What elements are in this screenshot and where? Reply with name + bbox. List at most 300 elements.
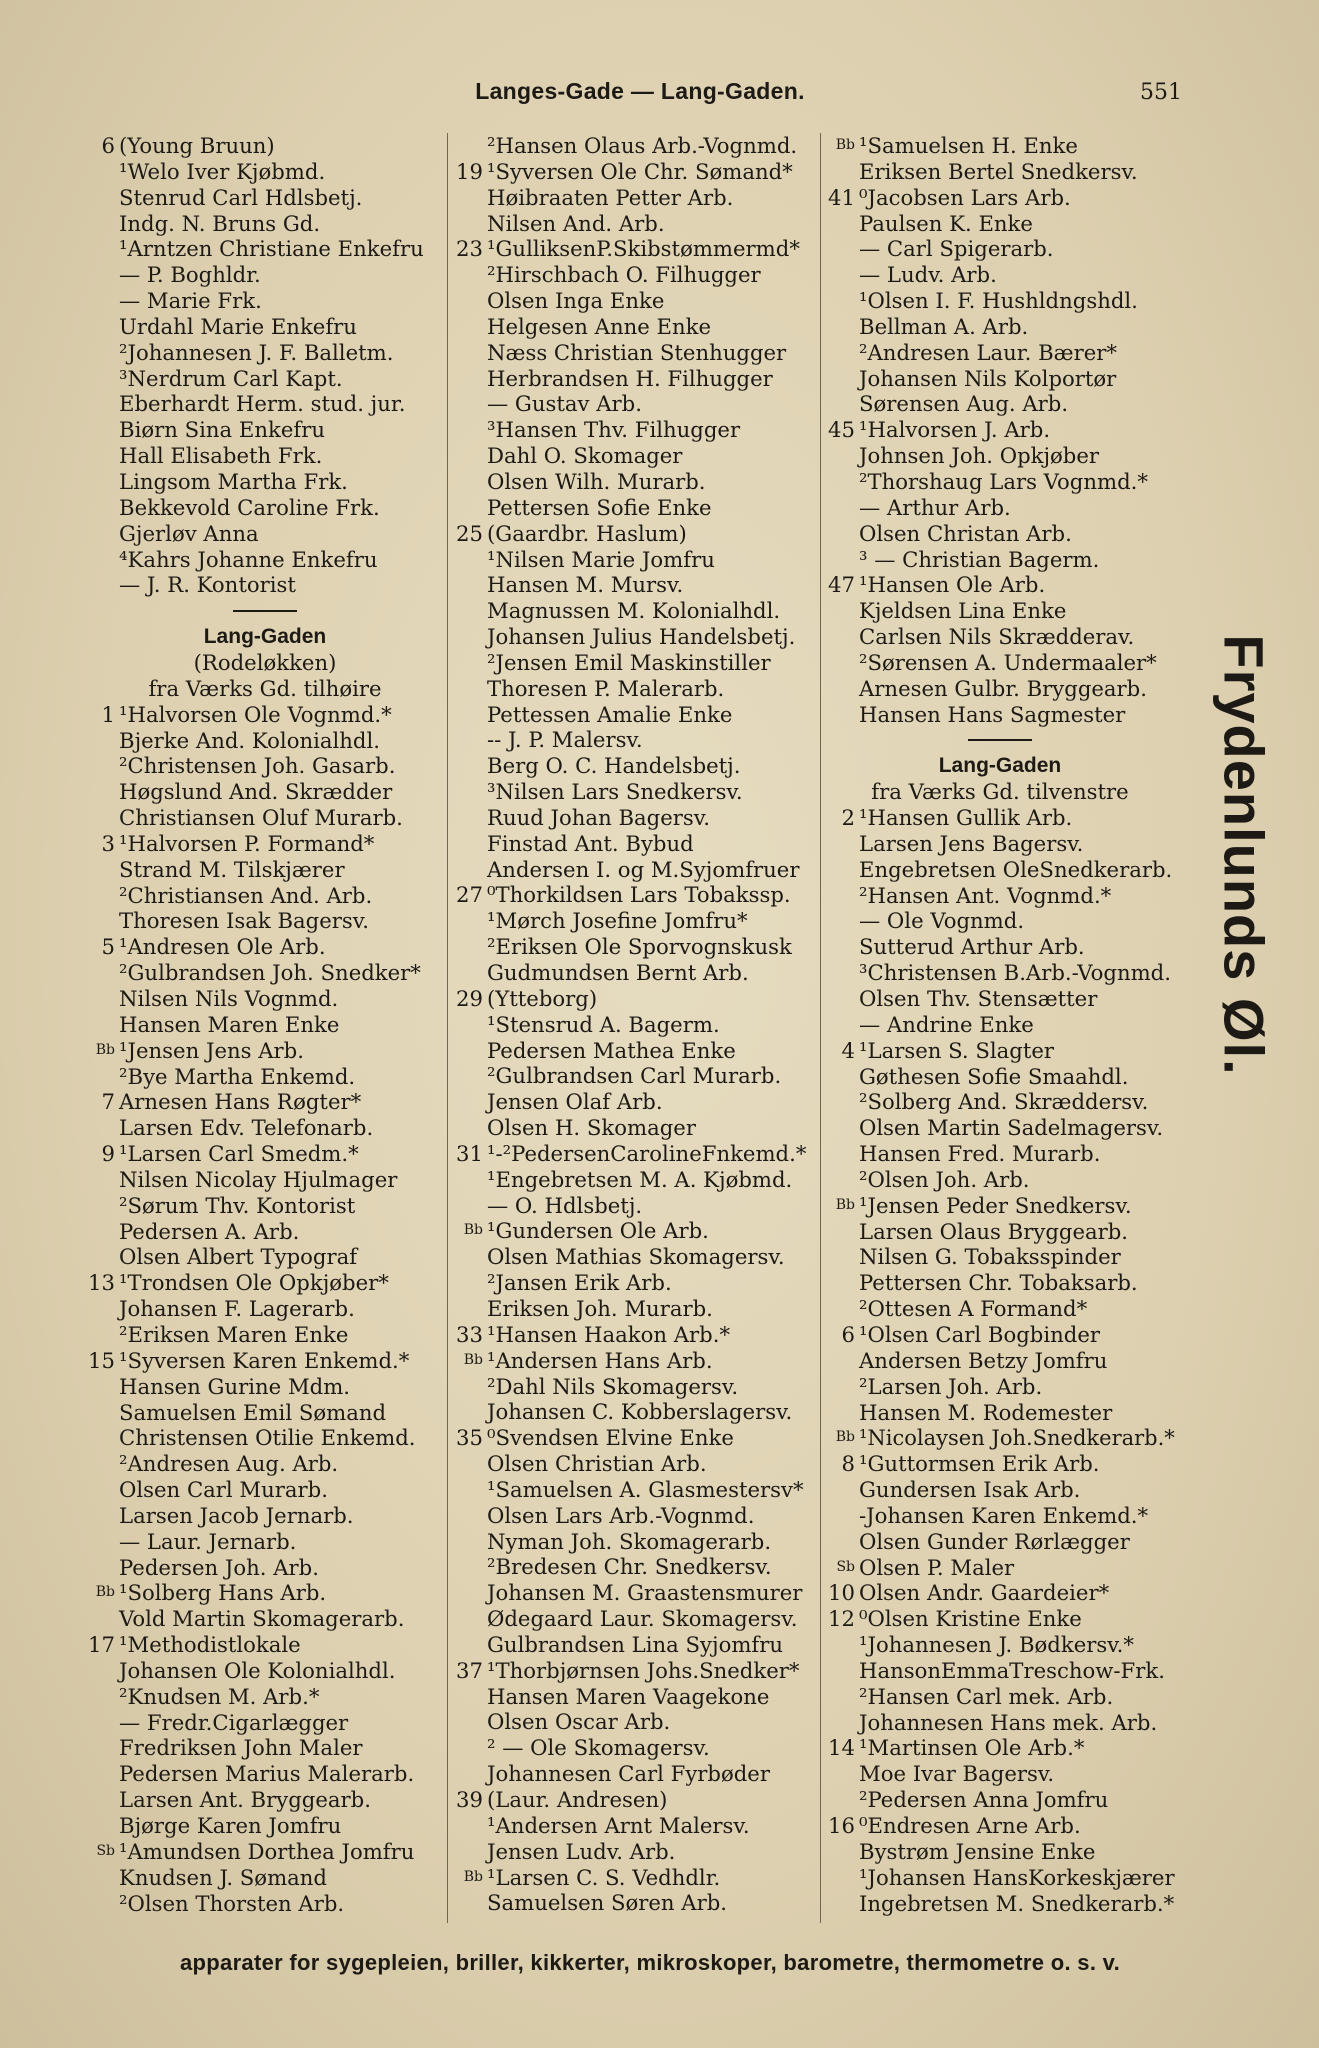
house-number bbox=[448, 443, 487, 469]
list-item bbox=[448, 908, 823, 934]
resident-entry: Arnesen Gulbr. Bryggearb. bbox=[859, 675, 1147, 701]
section-subheading: fra Værks Gd. tilvenstre bbox=[871, 779, 1129, 805]
house-number: Bb bbox=[463, 1868, 483, 1885]
section-subheading: (Rodeløkken) bbox=[193, 650, 337, 676]
list-item bbox=[80, 521, 450, 547]
list-item bbox=[448, 779, 823, 805]
house-number bbox=[820, 443, 859, 469]
list-item bbox=[448, 1761, 823, 1787]
house-number bbox=[448, 1503, 487, 1529]
house-number bbox=[448, 1735, 487, 1761]
house-number: 14 bbox=[828, 1735, 855, 1761]
house-number bbox=[80, 1555, 119, 1581]
house-number: 7 bbox=[101, 1089, 115, 1115]
resident-entry: ¹Solberg Hans Arb. bbox=[119, 1580, 327, 1606]
resident-entry: Johansen M. Graastensmurer bbox=[487, 1580, 803, 1606]
resident-entry: HansonEmmaTreschow-Frk. bbox=[859, 1657, 1165, 1683]
list-item bbox=[448, 1529, 823, 1555]
resident-entry: ¹Syversen Karen Enkemd.* bbox=[119, 1347, 410, 1373]
house-number bbox=[448, 1296, 487, 1322]
house-number bbox=[80, 1787, 119, 1813]
resident-entry: ¹Halvorsen P. Formand* bbox=[119, 830, 375, 856]
resident-entry: Pedersen Mathea Enke bbox=[487, 1037, 736, 1063]
list-item bbox=[448, 391, 823, 417]
house-number: 33 bbox=[456, 1321, 483, 1347]
resident-entry: ¹Larsen S. Slagter bbox=[859, 1037, 1055, 1063]
list-item bbox=[820, 1219, 1180, 1245]
resident-entry: Hansen Maren Enke bbox=[119, 1011, 340, 1037]
resident-entry: Bjørge Karen Jomfru bbox=[119, 1813, 342, 1838]
house-number bbox=[820, 1348, 859, 1374]
house-number: 45 bbox=[828, 417, 855, 443]
resident-entry: ¹Samuelsen A. Glasmestersv* bbox=[487, 1476, 804, 1502]
list-item bbox=[448, 1503, 823, 1529]
column-middle bbox=[448, 133, 823, 1916]
list-item bbox=[820, 1115, 1180, 1141]
house-number bbox=[80, 1425, 119, 1451]
house-number: 23 bbox=[456, 236, 483, 262]
resident-entry: Johannesen Carl Fyrbøder bbox=[487, 1761, 770, 1787]
resident-entry: Magnussen M. Kolonialhdl. bbox=[487, 598, 781, 624]
house-number: 41 bbox=[828, 184, 855, 210]
house-number bbox=[448, 1477, 487, 1503]
list-item bbox=[80, 469, 450, 495]
list-item bbox=[80, 1477, 450, 1503]
house-number bbox=[820, 934, 859, 960]
resident-entry: ²Jansen Erik Arb. bbox=[487, 1270, 672, 1296]
resident-entry: Samuelsen Søren Arb. bbox=[487, 1890, 728, 1916]
resident-entry: ⁰Svendsen Elvine Enke bbox=[487, 1425, 734, 1451]
list-item bbox=[448, 676, 823, 702]
resident-entry: ¹Olsen Carl Bogbinder bbox=[859, 1321, 1101, 1347]
list-item bbox=[80, 1761, 450, 1787]
house-number bbox=[448, 857, 487, 883]
list-item bbox=[820, 417, 1180, 443]
house-number bbox=[820, 547, 859, 573]
resident-entry: Paulsen K. Enke bbox=[859, 210, 1033, 236]
house-number bbox=[448, 805, 487, 831]
resident-entry: ¹Gundersen Ole Arb. bbox=[487, 1218, 709, 1244]
resident-entry: ³Hansen Thv. Filhugger bbox=[487, 417, 741, 443]
resident-entry: ¹Syversen Ole Chr. Sømand* bbox=[487, 158, 793, 184]
list-item bbox=[820, 1710, 1180, 1736]
list-item bbox=[820, 1787, 1180, 1813]
house-number bbox=[80, 779, 119, 805]
list-item bbox=[80, 1322, 450, 1348]
list-item bbox=[80, 1451, 450, 1477]
house-number: 25 bbox=[456, 520, 483, 546]
house-number bbox=[80, 1529, 119, 1555]
list-item bbox=[80, 211, 450, 237]
list-item bbox=[820, 1012, 1180, 1038]
house-number bbox=[448, 547, 487, 573]
house-number bbox=[80, 185, 119, 211]
house-number bbox=[448, 1529, 487, 1555]
house-number bbox=[820, 1477, 859, 1503]
house-number: 1 bbox=[101, 701, 115, 727]
resident-entry: — Andrine Enke bbox=[859, 1011, 1034, 1037]
resident-entry: Christiansen Oluf Murarb. bbox=[119, 805, 403, 831]
house-number bbox=[820, 288, 859, 314]
list-item bbox=[80, 1658, 450, 1684]
resident-entry: ²Gulbrandsen Carl Murarb. bbox=[487, 1063, 782, 1089]
house-number bbox=[448, 1580, 487, 1606]
house-number bbox=[448, 185, 487, 211]
house-number bbox=[80, 1296, 119, 1322]
house-number bbox=[80, 1374, 119, 1400]
list-item bbox=[448, 1348, 823, 1374]
resident-entry: Johannesen Hans mek. Arb. bbox=[859, 1709, 1158, 1735]
list-item bbox=[448, 211, 823, 237]
house-number bbox=[448, 314, 487, 340]
house-number bbox=[448, 1399, 487, 1425]
house-number bbox=[448, 727, 487, 753]
house-number bbox=[80, 1761, 119, 1787]
house-number bbox=[448, 133, 487, 159]
house-number bbox=[448, 1554, 487, 1580]
list-item bbox=[80, 417, 450, 443]
resident-entry: Hansen M. Mursv. bbox=[487, 572, 684, 598]
list-item bbox=[448, 857, 823, 883]
resident-entry: ²Eriksen Maren Enke bbox=[119, 1321, 349, 1347]
list-item bbox=[448, 1632, 823, 1658]
house-number bbox=[820, 262, 859, 288]
house-number bbox=[80, 340, 119, 366]
house-number bbox=[820, 1296, 859, 1322]
resident-entry: — Laur. Jernarb. bbox=[119, 1528, 297, 1554]
list-item bbox=[80, 1865, 450, 1891]
resident-entry: Vold Martin Skomagerarb. bbox=[119, 1606, 405, 1632]
list-item bbox=[448, 727, 823, 753]
list-item bbox=[820, 314, 1180, 340]
resident-entry: ⁰Olsen Kristine Enke bbox=[859, 1606, 1082, 1632]
resident-entry: — J. R. Kontorist bbox=[119, 572, 296, 598]
house-number bbox=[448, 1193, 487, 1219]
resident-entry: ²Johannesen J. F. Balletm. bbox=[119, 339, 394, 365]
resident-entry: Berg O. C. Handelsbetj. bbox=[487, 753, 741, 779]
house-number bbox=[820, 236, 859, 262]
resident-entry: Larsen Olaus Bryggearb. bbox=[859, 1218, 1129, 1244]
house-number bbox=[80, 1735, 119, 1761]
list-item bbox=[448, 1554, 823, 1580]
house-number bbox=[448, 908, 487, 934]
house-number bbox=[80, 883, 119, 909]
house-number: 12 bbox=[828, 1606, 855, 1632]
resident-entry: ¹Andresen Ole Arb. bbox=[119, 934, 326, 960]
resident-entry: Olsen Wilh. Murarb. bbox=[487, 468, 706, 494]
running-title: Langes-Gade — Lang-Gaden. bbox=[475, 78, 805, 104]
list-item bbox=[448, 1038, 823, 1064]
house-number: 10 bbox=[828, 1580, 855, 1606]
house-number bbox=[80, 262, 119, 288]
resident-entry: Helgesen Anne Enke bbox=[487, 313, 712, 339]
resident-entry: Eberhardt Herm. stud. jur. bbox=[119, 391, 406, 417]
house-number bbox=[80, 1167, 119, 1193]
house-number bbox=[80, 986, 119, 1012]
house-number: 39 bbox=[456, 1787, 483, 1812]
list-item bbox=[820, 1425, 1180, 1451]
section-subheading: fra Værks Gd. tilhøire bbox=[148, 675, 382, 701]
list-item bbox=[80, 1374, 450, 1400]
resident-entry: Johansen C. Kobberslagersv. bbox=[487, 1399, 793, 1425]
house-number bbox=[820, 521, 859, 547]
list-item bbox=[448, 702, 823, 728]
house-number: 17 bbox=[88, 1632, 115, 1658]
house-number: 15 bbox=[88, 1347, 115, 1373]
list-item bbox=[820, 1839, 1180, 1865]
house-number bbox=[80, 1684, 119, 1710]
resident-entry: Stenrud Carl Hdlsbetj. bbox=[119, 184, 363, 210]
list-item bbox=[820, 185, 1180, 211]
list-item bbox=[820, 572, 1180, 598]
list-item bbox=[80, 857, 450, 883]
house-number bbox=[820, 1064, 859, 1090]
list-item bbox=[820, 1193, 1180, 1219]
resident-entry: — Ole Vognmd. bbox=[859, 908, 1025, 934]
resident-entry: Bekkevold Caroline Frk. bbox=[119, 494, 380, 520]
house-number bbox=[820, 1632, 859, 1658]
house-number bbox=[820, 1839, 859, 1865]
house-number: Bb bbox=[835, 1429, 855, 1446]
house-number: Bb bbox=[835, 137, 855, 153]
house-number bbox=[820, 1012, 859, 1038]
house-number bbox=[80, 443, 119, 469]
page-header bbox=[0, 78, 1319, 118]
house-number bbox=[80, 908, 119, 934]
house-number bbox=[80, 1891, 119, 1917]
house-number bbox=[80, 1219, 119, 1245]
house-number bbox=[448, 1632, 487, 1658]
resident-entry: Ruud Johan Bagersv. bbox=[487, 804, 710, 830]
list-item bbox=[820, 1865, 1180, 1891]
list-item bbox=[820, 624, 1180, 650]
resident-entry: ²Solberg And. Skræddersv. bbox=[859, 1089, 1149, 1115]
house-number bbox=[448, 1038, 487, 1064]
resident-entry: — Carl Spigerarb. bbox=[859, 236, 1054, 262]
house-number: Sb bbox=[836, 1558, 855, 1575]
list-item bbox=[820, 908, 1180, 934]
list-item bbox=[448, 1193, 823, 1219]
list-item bbox=[820, 1503, 1180, 1529]
house-number bbox=[820, 495, 859, 521]
resident-entry: Olsen Martin Sadelmagersv. bbox=[859, 1115, 1164, 1141]
house-number bbox=[80, 314, 119, 340]
house-number bbox=[80, 1503, 119, 1529]
resident-entry: Johansen Nils Kolportør bbox=[859, 365, 1117, 391]
list-item bbox=[80, 366, 450, 392]
resident-entry: Olsen Carl Murarb. bbox=[119, 1477, 328, 1503]
resident-entry: Olsen Christan Arb. bbox=[859, 520, 1072, 546]
house-number: 3 bbox=[101, 830, 115, 856]
house-number: 16 bbox=[828, 1813, 855, 1838]
resident-entry: ¹Engebretsen M. A. Kjøbmd. bbox=[487, 1166, 793, 1192]
house-number bbox=[820, 702, 859, 728]
house-number: Bb bbox=[463, 1351, 483, 1368]
resident-entry: Hall Elisabeth Frk. bbox=[119, 443, 323, 469]
list-item bbox=[80, 1244, 450, 1270]
house-number bbox=[820, 1684, 859, 1710]
house-number bbox=[820, 1865, 859, 1891]
list-item bbox=[80, 753, 450, 779]
house-number: 5 bbox=[101, 934, 115, 960]
resident-entry: ²Eriksen Ole Sporvognskusk bbox=[487, 934, 792, 960]
resident-entry: ²Sørum Thv. Kontorist bbox=[119, 1192, 356, 1218]
list-item bbox=[820, 1555, 1180, 1581]
list-item bbox=[820, 1580, 1180, 1606]
resident-entry: ¹Nilsen Marie Jomfru bbox=[487, 546, 715, 572]
column-right bbox=[820, 133, 1180, 1916]
list-item bbox=[80, 1787, 450, 1813]
resident-entry: Lingsom Martha Frk. bbox=[119, 468, 348, 494]
section-heading: Lang-Gaden bbox=[938, 754, 1062, 778]
list-item bbox=[80, 236, 450, 262]
list-item bbox=[820, 1374, 1180, 1400]
list-item bbox=[448, 340, 823, 366]
list-item bbox=[80, 547, 450, 573]
house-number bbox=[448, 288, 487, 314]
resident-entry: ²Olsen Joh. Arb. bbox=[859, 1166, 1030, 1192]
resident-entry: ¹Welo Iver Kjøbmd. bbox=[119, 158, 326, 184]
resident-entry: Larsen Jacob Jernarb. bbox=[119, 1502, 354, 1528]
house-number bbox=[80, 1710, 119, 1736]
resident-entry: ¹GulliksenP.Skibstømmermd* bbox=[487, 236, 800, 262]
resident-entry: ¹Arntzen Christiane Enkefru bbox=[119, 236, 424, 262]
resident-entry: Ødegaard Laur. Skomagersv. bbox=[487, 1606, 798, 1632]
resident-entry: ¹Guttormsen Erik Arb. bbox=[859, 1451, 1100, 1477]
list-item bbox=[448, 185, 823, 211]
house-number: 37 bbox=[456, 1657, 483, 1683]
list-item bbox=[820, 986, 1180, 1012]
house-number bbox=[448, 211, 487, 237]
list-item bbox=[820, 211, 1180, 237]
list-item bbox=[80, 1141, 450, 1167]
list-item bbox=[80, 1606, 450, 1632]
list-item bbox=[80, 883, 450, 909]
house-number bbox=[820, 1787, 859, 1813]
resident-entry: Pedersen A. Arb. bbox=[119, 1218, 300, 1244]
resident-entry: Pedersen Joh. Arb. bbox=[119, 1554, 319, 1580]
house-number bbox=[448, 1063, 487, 1089]
resident-entry: Olsen H. Skomager bbox=[487, 1115, 696, 1141]
resident-entry: Nilsen And. Arb. bbox=[487, 210, 665, 236]
resident-entry: (Laur. Andresen) bbox=[487, 1787, 668, 1812]
house-number: Sb bbox=[96, 1842, 115, 1859]
list-item bbox=[80, 495, 450, 521]
list-item bbox=[448, 805, 823, 831]
house-number bbox=[448, 779, 487, 805]
house-number: 9 bbox=[101, 1141, 115, 1167]
list-item bbox=[820, 1400, 1180, 1426]
list-item bbox=[80, 1064, 450, 1090]
resident-entry: -Johansen Karen Enkemd.* bbox=[859, 1502, 1149, 1528]
resident-entry: Hansen Fred. Murarb. bbox=[859, 1141, 1101, 1167]
resident-entry: Christensen Otilie Enkemd. bbox=[119, 1425, 416, 1451]
list-item bbox=[448, 469, 823, 495]
house-number bbox=[80, 236, 119, 262]
list-item bbox=[820, 1348, 1180, 1374]
list-item bbox=[448, 598, 823, 624]
resident-entry: Finstad Ant. Bybud bbox=[487, 830, 694, 856]
resident-entry: Høgslund And. Skrædder bbox=[119, 779, 393, 805]
list-item bbox=[820, 236, 1180, 262]
house-number bbox=[80, 1064, 119, 1090]
resident-entry: ²Gulbrandsen Joh. Snedker* bbox=[119, 960, 421, 986]
list-item bbox=[448, 1244, 823, 1270]
resident-entry: ¹Olsen I. F. Hushldngshdl. bbox=[859, 288, 1138, 314]
house-number bbox=[80, 417, 119, 443]
list-item bbox=[820, 443, 1180, 469]
resident-entry: Hansen M. Rodemester bbox=[859, 1399, 1113, 1425]
house-number bbox=[448, 572, 487, 598]
resident-entry: ¹Jensen Peder Snedkersv. bbox=[859, 1192, 1132, 1218]
house-number bbox=[80, 1451, 119, 1477]
house-number bbox=[820, 1400, 859, 1426]
list-item bbox=[80, 1555, 450, 1581]
list-item bbox=[448, 417, 823, 443]
list-item bbox=[820, 547, 1180, 573]
list-item bbox=[448, 1425, 823, 1451]
list-item bbox=[820, 1761, 1180, 1787]
house-number: Bb bbox=[95, 1584, 115, 1601]
house-number bbox=[448, 676, 487, 702]
house-number: 8 bbox=[841, 1451, 855, 1477]
house-number bbox=[820, 1089, 859, 1115]
resident-entry: ¹Hansen Gullik Arb. bbox=[859, 805, 1073, 831]
list-item bbox=[448, 1477, 823, 1503]
house-number bbox=[448, 1813, 487, 1839]
resident-entry: Hansen Gurine Mdm. bbox=[119, 1373, 351, 1399]
house-number bbox=[80, 1193, 119, 1219]
resident-entry: Olsen Inga Enke bbox=[487, 288, 665, 314]
house-number: 27 bbox=[456, 882, 483, 908]
list-item bbox=[80, 1529, 450, 1555]
resident-entry: ²Pedersen Anna Jomfru bbox=[859, 1787, 1109, 1813]
resident-entry: ¹Johansen HansKorkeskjærer bbox=[859, 1864, 1175, 1890]
house-number bbox=[80, 857, 119, 883]
house-number bbox=[820, 340, 859, 366]
resident-entry: ²Christensen Joh. Gasarb. bbox=[119, 753, 396, 779]
list-item bbox=[80, 934, 450, 960]
section-heading: Lang-Gaden bbox=[203, 625, 327, 649]
resident-entry: Moe Ivar Bagersv. bbox=[859, 1761, 1055, 1787]
list-item bbox=[448, 831, 823, 857]
list-item bbox=[820, 521, 1180, 547]
list-item bbox=[448, 1787, 823, 1813]
resident-entry: ²Andresen Laur. Bærer* bbox=[859, 339, 1117, 365]
house-number bbox=[80, 1012, 119, 1038]
house-number bbox=[448, 960, 487, 986]
resident-entry: Olsen Albert Typograf bbox=[119, 1244, 358, 1270]
list-item bbox=[820, 598, 1180, 624]
list-item bbox=[448, 1580, 823, 1606]
house-number bbox=[448, 1244, 487, 1270]
house-number bbox=[80, 1115, 119, 1141]
house-number bbox=[820, 831, 859, 857]
list-item bbox=[820, 857, 1180, 883]
house-number: 31 bbox=[456, 1140, 483, 1166]
list-item bbox=[448, 1709, 823, 1735]
list-item bbox=[448, 1296, 823, 1322]
resident-entry: ¹Hansen Ole Arb. bbox=[859, 572, 1046, 598]
resident-entry: ⁴Kahrs Johanne Enkefru bbox=[119, 546, 378, 572]
list-item bbox=[448, 1890, 823, 1916]
house-number bbox=[80, 1606, 119, 1632]
list-item bbox=[80, 1503, 450, 1529]
resident-entry: ⁰Jacobsen Lars Arb. bbox=[859, 184, 1071, 210]
resident-entry: ²Hansen Olaus Arb.-Vognmd. bbox=[487, 133, 798, 158]
resident-entry: ²Jensen Emil Maskinstiller bbox=[487, 649, 771, 675]
list-item bbox=[80, 133, 450, 159]
